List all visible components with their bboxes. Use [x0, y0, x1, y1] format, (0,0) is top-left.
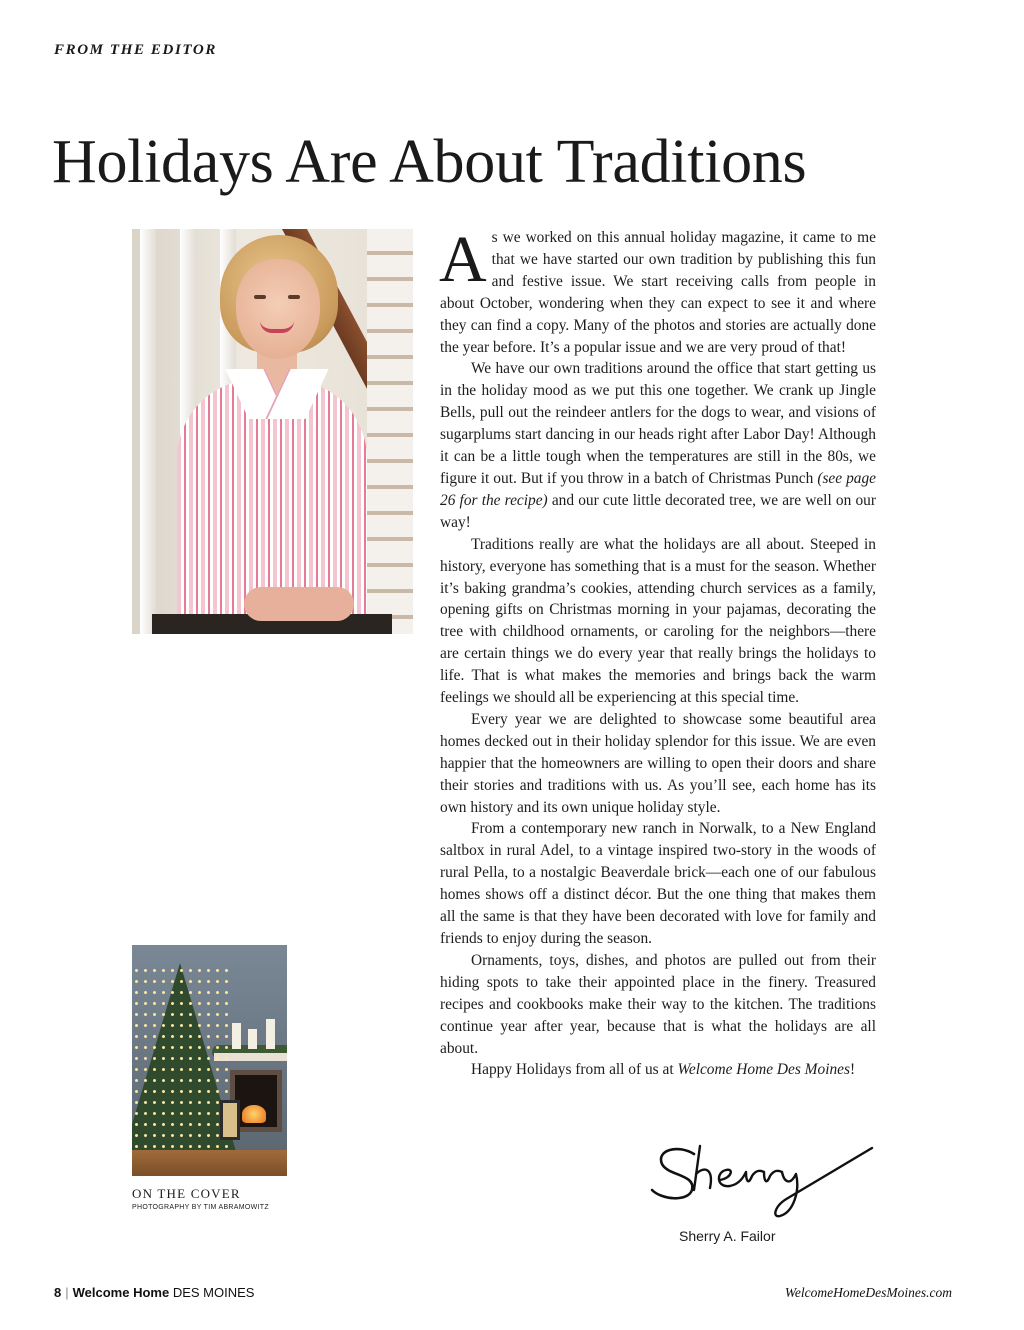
- paragraph-5: From a contemporary new ranch in Norwalk, to a New England saltbox in rural Adel, to a vintage inspired two-story in the woods of rural Pella, to a nostalgic Beaverdale brick—each one of our fabulous homes shows off a distinct décor. But the one thing that makes them all the same is that they have been decorated with love for family and friends to enjoy during the season.: [440, 820, 876, 947]
- page-number: 8: [54, 1285, 62, 1300]
- folio-separator: |: [65, 1285, 69, 1300]
- paragraph-7: Happy Holidays from all of us at Welcome Home Des Moines!: [471, 1061, 856, 1079]
- footer-website: WelcomeHomeDesMoines.com: [784, 1285, 952, 1300]
- paragraph-4: Every year we are delighted to showcase some beautiful area homes decked out in their holiday splendor for this issue. We are even happier that the homeowners are willing to open their doors and share their stories and traditions with us. As you’ll see, each home has its own history and its own unique holiday style.: [440, 710, 876, 816]
- section-label: FROM THE EDITOR: [54, 42, 217, 58]
- paragraph-6: Ornaments, toys, dishes, and photos are pulled out from their hiding spots to take their appointed place in the finery. Treasured recipes and cookbooks make their way to the kitchen. The traditions continue year after year, because that is what the holidays are all about.: [440, 951, 876, 1057]
- handwritten-signature: [648, 1140, 878, 1222]
- signer-name: Sherry A. Failor: [679, 1228, 776, 1244]
- editor-letter: [439, 223, 877, 1081]
- paragraph-2: We have our own traditions around the office that start getting us in the holiday mood as we put this one together. We crank up Jingle Bells, pull out the reindeer antlers for the dogs to wear, and visions of sugarplums start dancing in our heads right after Labor Day! Although it can be a little tough when the temperatures are still in the 80s, we figure it out. But if you throw in a batch of Christmas Punch (see page 26 for the recipe) and our cute little decorated tree, we are well on our way!: [440, 360, 877, 531]
- magazine-name: Welcome Home Des Moines: [677, 1061, 850, 1079]
- publication-name: Welcome Home: [72, 1285, 170, 1300]
- recipe-reference: (see page 26 for the recipe): [440, 469, 877, 509]
- page-title: Holidays Are About Traditions: [52, 128, 807, 196]
- editor-portrait-photo: [132, 229, 413, 634]
- drop-cap: A: [439, 223, 487, 296]
- footer-folio: [54, 1285, 254, 1300]
- cover-caption: ON THE COVER: [132, 1186, 241, 1201]
- paragraph-1: As we worked on this annual holiday magazine, it came to me that we have started our own tradition by publishing this fun and festive issue. We start receiving calls from people in about October, wondering when they can expect to see it and where they can find a copy. Many of the photos and stories are actually done the year before. It’s a popular issue and we are very proud of that!: [439, 223, 876, 356]
- photo-credit: PHOTOGRAPHY BY TIM ABRAMOWITZ: [132, 1204, 269, 1211]
- publication-city: DES MOINES: [172, 1285, 255, 1300]
- cover-photo: [132, 945, 287, 1176]
- paragraph-3: Traditions really are what the holidays are all about. Steeped in history, everyone has something that is a must for the season. Whether it’s baking grandma’s cookies, attending church services as a family, opening gifts on Christmas morning in your pajamas, decorating the tree with childhood ornaments, or caroling for the neighbors—there are certain things we do every year that really brings the holidays to life. That is what makes the memories and brings back the warm feelings we should all be experiencing at this special time.: [440, 535, 876, 707]
